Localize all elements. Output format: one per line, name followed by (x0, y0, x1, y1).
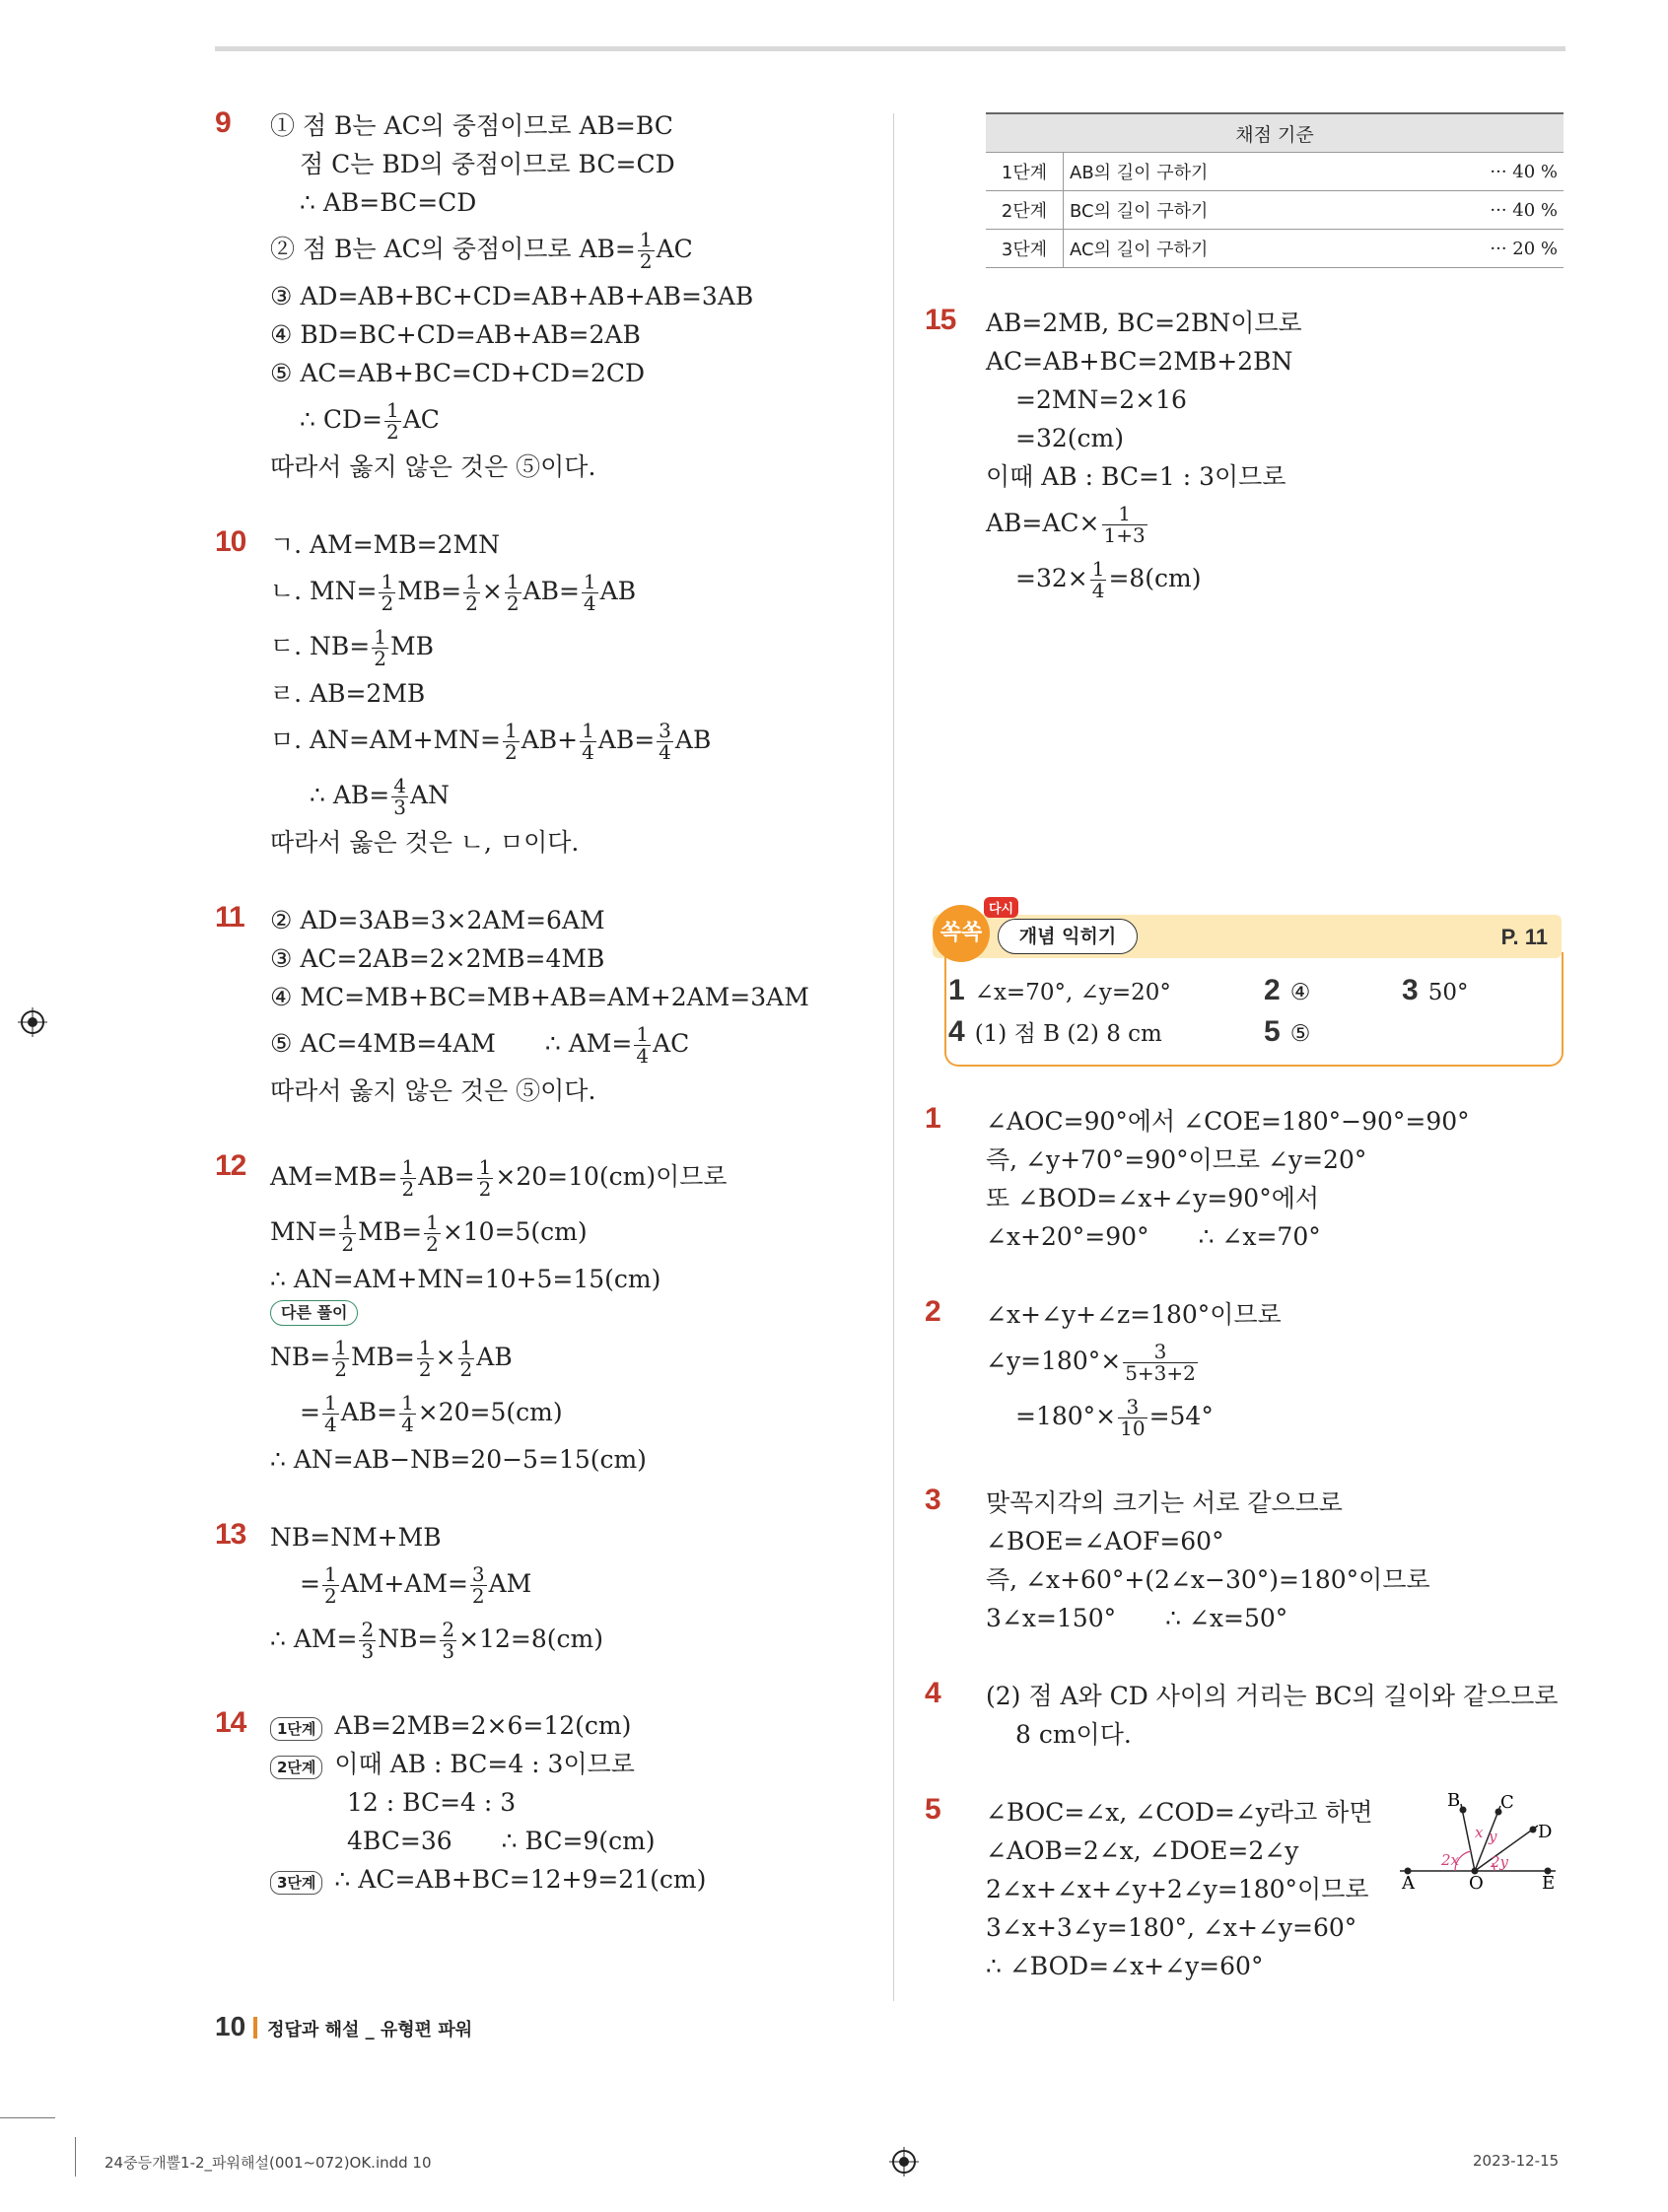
numerator: 1 (401, 1391, 414, 1415)
line (986, 1599, 1565, 1637)
denominator: 4 (401, 1413, 414, 1436)
denominator: 2 (418, 1357, 432, 1381)
page-number: 10 (215, 2011, 246, 2041)
text: ② 점 B는 AC의 중점이므로 AB= (270, 235, 636, 263)
fraction (359, 1620, 376, 1662)
denominator: 2 (341, 1232, 355, 1256)
denominator: 2 (334, 1357, 347, 1381)
answer-number: 4 (948, 1015, 965, 1048)
fraction (384, 400, 401, 443)
spacer (925, 1637, 1565, 1677)
fraction (1118, 1397, 1147, 1439)
text: ∴ AM= (544, 1029, 633, 1058)
denominator: 2 (374, 647, 386, 670)
text: MB= (358, 1217, 423, 1246)
line (270, 1556, 866, 1612)
text: ∴ AM= (270, 1624, 358, 1653)
line (270, 1822, 866, 1860)
text: ∠x+20°=90° (986, 1222, 1149, 1251)
text: =180°× (1015, 1402, 1117, 1430)
text: ∴ BC=9(cm) (501, 1827, 656, 1855)
slug-date: 2023-12-15 (1473, 2152, 1560, 2170)
spacer (925, 1444, 1565, 1484)
denominator: 3 (393, 795, 406, 819)
line: 점 C는 BD의 중점이므로 BC=CD (300, 150, 675, 178)
line: ∠AOB=2∠x, ∠DOE=2∠y (986, 1836, 1299, 1865)
solution-2 (925, 1295, 1565, 1444)
fraction (470, 1564, 487, 1607)
line (986, 551, 1565, 606)
answer-number: 3 (1402, 974, 1419, 1006)
problem-number: 2 (925, 1295, 940, 1328)
line: 이때 AB : BC=1 : 3이므로 (986, 462, 1286, 491)
text: MN= (270, 1217, 338, 1246)
step-tag: 3단계 (270, 1871, 322, 1895)
answer-text: ∠x=70°, ∠y=20° (974, 980, 1171, 1005)
line: ㄹ. AB=2MB (270, 679, 426, 708)
fraction (339, 1212, 356, 1255)
numerator: 1 (582, 719, 594, 742)
answer-text: 50° (1427, 980, 1469, 1005)
text: MB= (397, 577, 462, 605)
text: ㅁ. AN=AM+MN= (270, 726, 501, 754)
table-row (986, 153, 1564, 191)
text: ⑤ AC=4MB=4AM (270, 1029, 496, 1058)
line: ④ MC=MB+BC=MB+AB=AM+2AM=3AM (270, 983, 809, 1011)
label-O: O (1469, 1873, 1484, 1894)
answer-2 (1264, 974, 1310, 1007)
line: ∠AOC=90°에서 ∠COE=180°−90°=90° (986, 1107, 1470, 1136)
line (270, 1149, 866, 1205)
text: ∴ ∠x=70° (1198, 1222, 1321, 1251)
problem-number: 4 (925, 1677, 940, 1709)
label-C: C (1500, 1792, 1514, 1813)
spacer (215, 862, 866, 901)
line (270, 713, 866, 768)
cell: AC의 길이 구하기 (1064, 230, 1444, 268)
line (986, 1217, 1565, 1256)
problem-number: 15 (925, 304, 956, 336)
problem-13 (215, 1518, 866, 1667)
numerator: 1 (381, 570, 394, 593)
denominator: 2 (506, 591, 520, 615)
line: ∴ AN=AM+MN=10+5=15(cm) (270, 1265, 661, 1293)
line: =2MN=2×16 (1015, 385, 1187, 414)
line: 맞꼭지각의 크기는 서로 같으므로 (986, 1488, 1343, 1517)
line: ∠BOE=∠AOF=60° (986, 1527, 1224, 1555)
text: AM=MB= (270, 1162, 398, 1191)
spacer (215, 1110, 866, 1149)
alt-solution-tag: 다른 풀이 (270, 1300, 358, 1326)
denominator: 1+3 (1103, 523, 1146, 547)
denominator: 3 (442, 1639, 455, 1663)
denominator: 3 (361, 1639, 375, 1663)
line (270, 1385, 866, 1440)
numerator: 1 (1102, 504, 1147, 525)
text: AB (599, 577, 637, 605)
text: AB (674, 726, 712, 754)
denominator: 2 (459, 1357, 473, 1381)
angle-figure (1390, 1786, 1558, 1895)
numerator: 1 (323, 1562, 337, 1586)
problem-number: 14 (215, 1706, 246, 1739)
left-column (215, 106, 866, 1899)
page-reference: P. 11 (1500, 925, 1548, 949)
point-B (1460, 1807, 1467, 1814)
line (270, 1860, 866, 1899)
fraction (372, 627, 388, 669)
problem-number: 3 (925, 1484, 940, 1516)
line: 12 : BC=4 : 3 (347, 1788, 517, 1817)
text: 이때 AB : BC=4 : 3이므로 (334, 1750, 635, 1778)
slug-filename: 24중등개뿔1-2_파워해설(001~072)OK.indd 10 (104, 2154, 432, 2172)
numerator: 3 (1118, 1397, 1147, 1418)
denominator: 10 (1120, 1417, 1146, 1440)
label-E: E (1542, 1873, 1556, 1894)
text: =32× (1015, 564, 1088, 592)
text: ×10=5(cm) (442, 1217, 588, 1246)
footer-bar (253, 2017, 257, 2039)
text: AB=AC× (986, 509, 1100, 537)
line (270, 1205, 866, 1260)
denominator: 2 (504, 740, 518, 764)
text: ∴ CD= (300, 405, 382, 434)
numerator: 1 (1091, 557, 1105, 581)
solution-1 (925, 1102, 1565, 1256)
text: MB= (350, 1343, 415, 1371)
grading-criteria-table (986, 112, 1564, 268)
numerator: 1 (639, 228, 653, 251)
line: ④ BD=BC+CD=AB+AB=2AB (270, 320, 641, 349)
numerator: 1 (374, 625, 386, 649)
line: NB=NM+MB (270, 1523, 442, 1552)
fraction (440, 1620, 456, 1662)
cell: 2단계 (986, 191, 1064, 230)
cell: BC의 길이 구하기 (1064, 191, 1444, 230)
numerator: 1 (583, 570, 596, 593)
numerator: 4 (393, 774, 406, 797)
box-frame (944, 952, 1564, 1067)
fraction (332, 1338, 349, 1380)
problem-number: 12 (215, 1149, 246, 1182)
concept-review-box (933, 902, 1564, 1071)
text: AB (476, 1343, 513, 1371)
numerator: 3 (471, 1562, 485, 1586)
text: = (300, 1398, 320, 1426)
denominator: 4 (323, 1413, 337, 1436)
text: AM+AM= (340, 1569, 468, 1598)
point-D (1530, 1827, 1537, 1833)
right-column (925, 112, 1565, 606)
line: ∴ AB=BC=CD (300, 188, 477, 217)
fraction (424, 1212, 441, 1255)
label-2y: 2y (1491, 1853, 1509, 1871)
table-header: 채점 기준 (986, 113, 1564, 153)
fraction (634, 1024, 651, 1067)
answer-4 (948, 1015, 1162, 1049)
denominator: 2 (426, 1232, 439, 1256)
denominator: 4 (659, 740, 671, 764)
cell: AB의 길이 구하기 (1064, 153, 1444, 191)
line: ∠BOC=∠x, ∠COD=∠y라고 하면 (986, 1798, 1373, 1827)
numerator: 1 (504, 719, 518, 742)
fraction (391, 776, 408, 818)
numerator: 1 (401, 1155, 415, 1179)
fraction (1123, 1342, 1198, 1384)
numerator: 1 (506, 570, 520, 593)
line: 또 ∠BOD=∠x+∠y=90°에서 (986, 1184, 1319, 1212)
denominator: 5+3+2 (1125, 1361, 1196, 1385)
text: ㄷ. NB= (270, 632, 371, 660)
text: AC (656, 235, 693, 263)
fraction (477, 1157, 494, 1200)
badge: 다시 (984, 897, 1018, 918)
numerator: 1 (465, 570, 478, 593)
cell: ··· 40 % (1443, 153, 1564, 191)
line: ㄱ. AM=MB=2MN (270, 530, 500, 559)
text: 3∠x=150° (986, 1604, 1117, 1632)
line: AC=AB+BC=2MB+2BN (986, 347, 1293, 376)
cell: 1단계 (986, 153, 1064, 191)
line: ① 점 B는 AC의 중점이므로 AB=BC (270, 111, 673, 140)
spacer (925, 1256, 1565, 1295)
fraction (400, 1157, 417, 1200)
line (270, 392, 866, 448)
problem-12 (215, 1149, 866, 1479)
answer-3 (1402, 974, 1468, 1007)
numerator: 3 (1123, 1342, 1198, 1363)
line (986, 1334, 1565, 1389)
fraction (322, 1393, 339, 1435)
problem-15 (925, 304, 1565, 606)
numerator: 1 (418, 1336, 432, 1359)
line: ③ AC=2AB=2×2MB=4MB (270, 944, 605, 973)
line (270, 619, 866, 674)
footer-title: 정답과 해설 _ 유형편 파워 (267, 2020, 473, 2040)
fraction (1102, 504, 1147, 546)
line (270, 1016, 866, 1071)
fraction (657, 721, 673, 763)
line (270, 768, 866, 823)
numerator: 3 (659, 719, 671, 742)
table-row (986, 230, 1564, 268)
line: =32(cm) (1015, 424, 1124, 452)
text: ×12=8(cm) (458, 1624, 603, 1653)
problem-number: 1 (925, 1102, 940, 1135)
spacer (215, 1667, 866, 1706)
line (270, 1612, 866, 1667)
problem-number: 13 (215, 1518, 246, 1551)
cell: ··· 20 % (1443, 230, 1564, 268)
text: ×20=10(cm)이므로 (495, 1162, 728, 1191)
text: AB=2MB=2×6=12(cm) (334, 1711, 632, 1740)
text: AB= (340, 1398, 398, 1426)
page-footer (215, 2011, 472, 2042)
answer-text: ④ (1289, 980, 1311, 1005)
numerator: 2 (361, 1618, 375, 1641)
cell: 3단계 (986, 230, 1064, 268)
line: 3∠x+3∠y=180°, ∠x+∠y=60° (986, 1913, 1357, 1942)
label-x: x (1475, 1824, 1484, 1841)
fraction (503, 721, 520, 763)
line: AB=2MB, BC=2BN이므로 (986, 309, 1302, 337)
fraction (505, 572, 521, 614)
answer-text: ⑤ (1289, 1021, 1311, 1047)
line: 8 cm이다. (1015, 1720, 1132, 1749)
text: AB= (418, 1162, 475, 1191)
text: AC (653, 1029, 690, 1058)
denominator: 4 (636, 1044, 650, 1068)
denominator: 4 (583, 591, 596, 615)
numerator: 1 (385, 398, 399, 422)
step-tag: 2단계 (270, 1756, 322, 1779)
text: ×20=5(cm) (417, 1398, 563, 1426)
answer-1 (948, 974, 1171, 1007)
problem-10 (215, 525, 866, 862)
fraction (399, 1393, 416, 1435)
label-A: A (1402, 1873, 1415, 1894)
line: 2∠x+∠x+∠y+2∠y=180°이므로 (986, 1875, 1369, 1903)
fraction (322, 1564, 339, 1607)
line: ∴ ∠BOD=∠x+∠y=60° (986, 1952, 1264, 1980)
crop-mark (75, 2137, 76, 2177)
fraction (580, 721, 596, 763)
step-tag: 1단계 (270, 1717, 322, 1741)
ray-OB (1461, 1804, 1475, 1871)
line (270, 564, 866, 619)
fraction (638, 230, 655, 272)
text: MB (389, 632, 434, 660)
top-rule (215, 46, 1565, 51)
problem-number: 11 (215, 901, 244, 933)
denominator: 2 (465, 591, 478, 615)
problem-number: 5 (925, 1793, 940, 1826)
line (986, 496, 1565, 551)
text: =54° (1148, 1402, 1214, 1430)
line: 즉, ∠x+60°+(2∠x−30°)=180°이므로 (986, 1565, 1430, 1594)
line: ⑤ AC=AB+BC=CD+CD=2CD (270, 359, 646, 387)
text: AN (409, 781, 450, 809)
line: 따라서 옳지 않은 것은 ⑤이다. (270, 1076, 596, 1105)
denominator: 2 (323, 1584, 337, 1608)
numerator: 1 (426, 1210, 439, 1234)
answer-number: 5 (1264, 1015, 1281, 1048)
text: ∴ AC=AB+BC=12+9=21(cm) (334, 1865, 707, 1894)
line (270, 222, 866, 277)
denominator: 2 (471, 1584, 485, 1608)
text: AB= (522, 577, 580, 605)
solution-3 (925, 1484, 1565, 1637)
text: AB+ (521, 726, 579, 754)
text: AB= (597, 726, 656, 754)
label-D: D (1538, 1822, 1553, 1842)
denominator: 4 (1091, 579, 1105, 602)
text: × (481, 577, 503, 605)
line: 따라서 옳은 것은 ㄴ, ㅁ이다. (270, 828, 580, 857)
spacer (215, 486, 866, 525)
crop-mark (0, 2117, 55, 2118)
text: ∴ AB= (310, 781, 390, 809)
text: NB= (270, 1343, 331, 1371)
line: (2) 점 A와 CD 사이의 거리는 BC의 길이와 같으므로 (986, 1682, 1559, 1710)
line: ∴ AN=AB−NB=20−5=15(cm) (270, 1445, 647, 1474)
column-divider (893, 113, 894, 2001)
fraction (379, 572, 395, 614)
line: ② AD=3AB=3×2AM=6AM (270, 906, 605, 934)
label-y: y (1489, 1828, 1497, 1845)
problem-11 (215, 901, 866, 1110)
text: AC (402, 405, 440, 434)
text: = (300, 1569, 320, 1598)
text: AM (488, 1569, 532, 1598)
text: ∴ ∠x=50° (1165, 1604, 1288, 1632)
box-title: 개념 익히기 (998, 919, 1138, 954)
line: ∠x+∠y+∠z=180°이므로 (986, 1300, 1282, 1329)
denominator: 2 (401, 1177, 415, 1201)
numerator: 1 (459, 1336, 473, 1359)
answer-number: 1 (948, 974, 965, 1006)
numerator: 1 (341, 1210, 355, 1234)
registration-mark-icon (18, 1007, 47, 1037)
fraction (417, 1338, 434, 1380)
problem-9 (215, 106, 866, 486)
numerator: 1 (636, 1022, 650, 1046)
label-2x: 2x (1441, 1851, 1460, 1869)
cell: ··· 40 % (1443, 191, 1564, 230)
line: 따라서 옳지 않은 것은 ⑤이다. (270, 452, 596, 481)
problem-14 (215, 1706, 866, 1899)
fraction (1090, 559, 1107, 601)
text: × (435, 1343, 456, 1371)
numerator: 1 (323, 1391, 337, 1415)
text: ∠y=180°× (986, 1347, 1122, 1375)
denominator: 2 (385, 420, 399, 444)
answer-number: 2 (1264, 974, 1281, 1006)
denominator: 2 (639, 249, 653, 273)
registration-mark-icon (889, 2147, 919, 2177)
numerator: 1 (334, 1336, 347, 1359)
denominator: 4 (582, 740, 594, 764)
numerator: 1 (478, 1155, 492, 1179)
answer-5 (1264, 1015, 1310, 1049)
line: ③ AD=AB+BC+CD=AB+AB+AB=3AB (270, 282, 754, 311)
solution-4 (925, 1677, 1565, 1754)
fraction (582, 572, 598, 614)
spacer (215, 1479, 866, 1518)
numerator: 2 (442, 1618, 455, 1641)
text: =8(cm) (1108, 564, 1202, 592)
problem-number: 10 (215, 525, 246, 558)
answer-text: (1) 점 B (2) 8 cm (974, 1021, 1162, 1047)
line: 즉, ∠y+70°=90°이므로 ∠y=20° (986, 1145, 1367, 1174)
denominator: 2 (478, 1177, 492, 1201)
line (986, 1389, 1565, 1444)
line (270, 1706, 866, 1745)
fraction (463, 572, 480, 614)
line (270, 1745, 866, 1783)
denominator: 2 (381, 591, 394, 615)
text: NB= (378, 1624, 439, 1653)
table-row (986, 191, 1564, 230)
fraction (458, 1338, 475, 1380)
logo-circle: 쏙쏙 (933, 905, 990, 962)
text: ㄴ. MN= (270, 577, 378, 605)
text: 4BC=36 (347, 1827, 452, 1855)
line (270, 1330, 866, 1385)
label-B: B (1447, 1790, 1461, 1811)
problem-number: 9 (215, 106, 231, 139)
